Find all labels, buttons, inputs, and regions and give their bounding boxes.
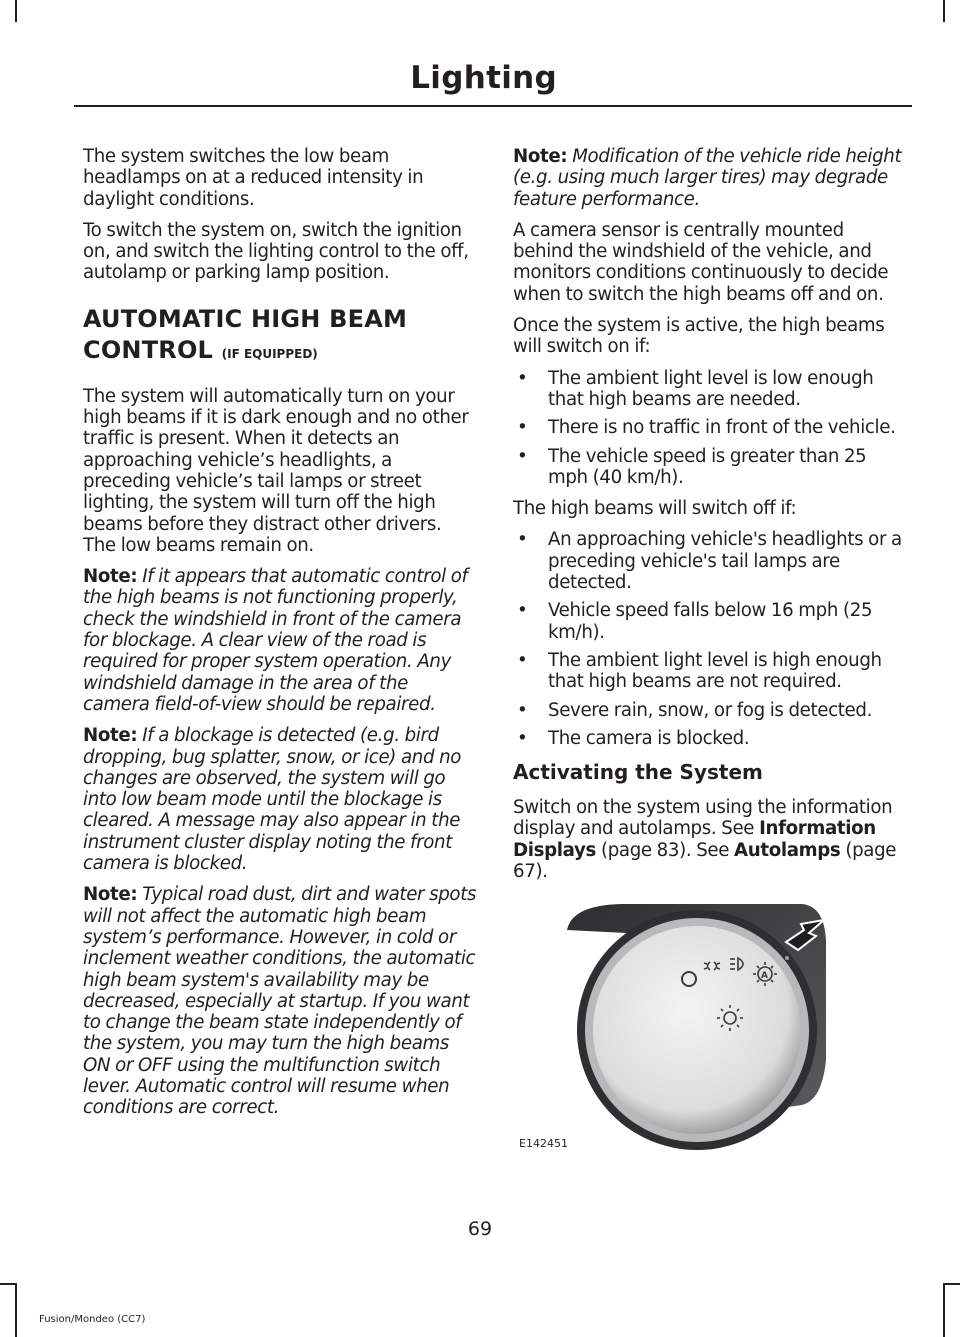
bullet-icon: • bbox=[517, 417, 528, 439]
bullet-icon: • bbox=[517, 649, 528, 671]
figure-label: E142451 bbox=[519, 1137, 568, 1150]
note-text: If a blockage is detected (e.g. bird dropping, bug splatter, snow, or ice) and no changes are observed, the system will go into low beam mode until the blockage is cleared. A message may also appear in the instrument cluster display noting the front camera is blocked. bbox=[83, 725, 462, 875]
subheading-activating: Activating the System bbox=[513, 760, 763, 785]
header-rule bbox=[74, 105, 912, 107]
note-label: Note: bbox=[83, 725, 138, 747]
list-item-text: Severe rain, snow, or fog is detected. bbox=[548, 699, 873, 721]
footer-model: Fusion/Mondeo (CC7) bbox=[39, 1314, 146, 1325]
note-text: Modification of the vehicle ride height (e.g. using much larger tires) may degrade feature performance. bbox=[513, 146, 902, 210]
section-heading-text: AUTOMATIC HIGH BEAM CONTROL bbox=[83, 304, 408, 364]
switch-on-list bbox=[513, 368, 908, 488]
bullet-icon: • bbox=[517, 445, 528, 467]
note-windshield bbox=[83, 566, 477, 715]
switch-off-intro: The high beams will switch off if: bbox=[513, 498, 797, 520]
bullet-icon: • bbox=[517, 699, 528, 721]
list-item-text: The camera is blocked. bbox=[548, 727, 750, 749]
see-label: See bbox=[721, 818, 755, 840]
note-blockage bbox=[83, 725, 477, 874]
list-item bbox=[513, 368, 908, 411]
bullet-icon: • bbox=[517, 600, 528, 622]
switch-off-list bbox=[513, 529, 908, 749]
list-item bbox=[513, 417, 908, 438]
page-number: 69 bbox=[467, 1218, 493, 1240]
list-item-text: Vehicle speed falls below 16 mph (25 km/h). bbox=[548, 600, 873, 643]
crop-mark-top-right-v bbox=[943, 0, 945, 22]
page-reference: (page 83). bbox=[600, 839, 692, 861]
bullet-icon: • bbox=[517, 367, 528, 389]
autolamps-link[interactable]: Autolamps bbox=[734, 839, 841, 861]
crop-mark-top-left-v bbox=[15, 0, 17, 22]
note-text: Typical road dust, dirt and water spots will not affect the automatic high beam system’s performance. However, in cold or inclement weather conditions, the automatic high beam system's availability may be decreased, especially at startup. If you want to change the beam state independently of the system, you may turn the high beams ON or OFF using the multifunction switch lever. Automatic control will resume when conditions are correct. bbox=[83, 884, 477, 1119]
section-heading bbox=[83, 304, 477, 370]
activate-text: Switch on the system using the information display and autolamps. bbox=[513, 797, 893, 840]
right-column bbox=[513, 146, 908, 892]
crop-mark-bottom-right-v bbox=[943, 1283, 945, 1337]
list-item-text: The vehicle speed is greater than 25 mph (40 km/h). bbox=[548, 445, 867, 488]
intro-paragraph-2: To switch the system on, switch the ignition on, and switch the lighting control to the off, autolamp or parking lamp position. bbox=[83, 219, 469, 284]
information-displays-link[interactable]: Information Displays bbox=[513, 818, 876, 861]
list-item-text: An approaching vehicle's headlights or a preceding vehicle's tail lamps are detected. bbox=[548, 529, 902, 594]
bullet-icon: • bbox=[517, 529, 528, 551]
list-item-text: The ambient light level is high enough that high beams are not required. bbox=[548, 649, 882, 693]
page-title: Lighting bbox=[410, 60, 557, 96]
bullet-icon: • bbox=[517, 727, 528, 749]
list-item bbox=[513, 446, 908, 489]
crop-mark-bottom-left-h bbox=[0, 1283, 17, 1285]
section-body: The system will automatically turn on your high beams if it is dark enough and no other traffic is present. When it detects an approaching vehicle’s headlights, a preceding vehicle’s tail lamps or street lighting, the system will turn off the high beams before they distract other drivers. The low beams remain on. bbox=[83, 385, 469, 556]
note-text: If it appears that automatic control of the high beams is not functioning properly, check the windshield in front of the camera for blockage. A clear view of the road is required for proper system operation. Any windshield damage in the area of the camera field-of-view should be repaired. bbox=[83, 566, 468, 715]
list-item bbox=[513, 529, 908, 593]
autolamp-symbol-label: A bbox=[761, 971, 768, 981]
list-item bbox=[513, 600, 908, 643]
note-label: Note: bbox=[83, 566, 138, 588]
crop-mark-bottom-left-v bbox=[15, 1283, 17, 1337]
note-label: Note: bbox=[83, 884, 138, 906]
see-label: See bbox=[696, 839, 730, 861]
list-item bbox=[513, 650, 908, 693]
note-label: Note: bbox=[513, 146, 568, 167]
list-item-text: The ambient light level is low enough that high beams are needed. bbox=[548, 367, 874, 410]
switch-on-intro: Once the system is active, the high beams will switch on if: bbox=[513, 315, 885, 358]
lighting-control-figure bbox=[562, 900, 830, 1160]
if-equipped-tag: (IF EQUIPPED) bbox=[221, 346, 318, 361]
list-item bbox=[513, 728, 908, 749]
note-ride-height bbox=[513, 146, 908, 210]
left-column bbox=[83, 146, 477, 1129]
activate-paragraph bbox=[513, 797, 908, 882]
note-road-dust bbox=[83, 884, 477, 1118]
list-item-text: There is no traffic in front of the vehicle. bbox=[548, 417, 896, 439]
intro-paragraph-1: The system switches the low beam headlamps on at a reduced intensity in daylight conditions. bbox=[83, 146, 424, 210]
dial-knob bbox=[593, 926, 801, 1134]
camera-paragraph: A camera sensor is centrally mounted behind the windshield of the vehicle, and monitors conditions continuously to decide when to switch the high beams off and on. bbox=[513, 219, 889, 305]
list-item bbox=[513, 700, 908, 721]
crop-mark-bottom-right-h bbox=[943, 1283, 960, 1285]
page-reference: (page 67). bbox=[513, 839, 897, 883]
dial-marker bbox=[785, 956, 789, 960]
